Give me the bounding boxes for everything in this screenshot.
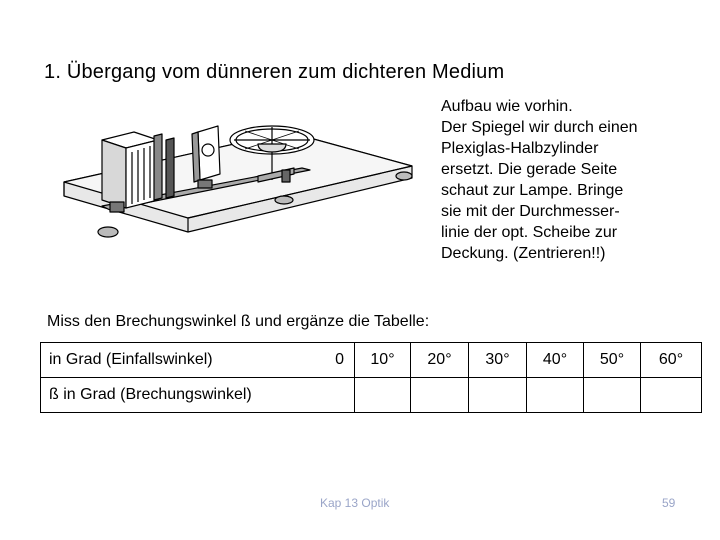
angle-cell: 30°	[469, 343, 527, 378]
slide-title: 1. Übergang vom dünneren zum dichteren Medium	[44, 61, 505, 83]
description-line: linie der opt. Scheibe zur	[441, 224, 618, 241]
angle-cell: 50°	[584, 343, 641, 378]
table-row	[41, 343, 702, 378]
table-row	[41, 378, 702, 413]
description-line: Der Spiegel wir durch einen	[441, 119, 638, 136]
refraction-value-cell[interactable]	[584, 378, 641, 413]
angle-cell: 20°	[411, 343, 469, 378]
description-line: Deckung. (Zentrieren!!)	[441, 245, 606, 262]
description-line: sie mit der Durchmesser-	[441, 203, 620, 220]
lamp-housing	[102, 132, 158, 212]
description-line: ersetzt. Die gerade Seite	[441, 161, 618, 178]
incidence-row-label	[41, 343, 355, 378]
angle-cell: 10°	[355, 343, 411, 378]
refraction-value-cell[interactable]	[469, 378, 527, 413]
refraction-value-cell[interactable]	[411, 378, 469, 413]
optical-bench-illustration	[62, 110, 424, 250]
incidence-label-text: in Grad (Einfallswinkel)	[49, 351, 213, 368]
slit-holder	[154, 134, 162, 200]
angle-cell: 40°	[527, 343, 584, 378]
angle-zero: 0	[335, 351, 344, 368]
refraction-value-cell[interactable]	[527, 378, 584, 413]
footer-chapter: Kap 13 Optik	[320, 496, 390, 510]
refraction-value-cell[interactable]	[641, 378, 702, 413]
description-line: Plexiglas-Halbzylinder	[441, 140, 599, 157]
angle-cell: 60°	[641, 343, 702, 378]
description-line: Aufbau wie vorhin.	[441, 98, 573, 115]
description-line: schaut zur Lampe. Bringe	[441, 182, 624, 199]
refraction-row-label: ß in Grad (Brechungswinkel)	[41, 378, 355, 413]
task-instruction: Miss den Brechungswinkel ß und ergänze die Tabelle:	[47, 313, 430, 330]
setup-description	[441, 96, 711, 264]
angle-table	[40, 342, 702, 413]
footer-page-number: 59	[662, 496, 676, 510]
refraction-value-cell[interactable]	[355, 378, 411, 413]
